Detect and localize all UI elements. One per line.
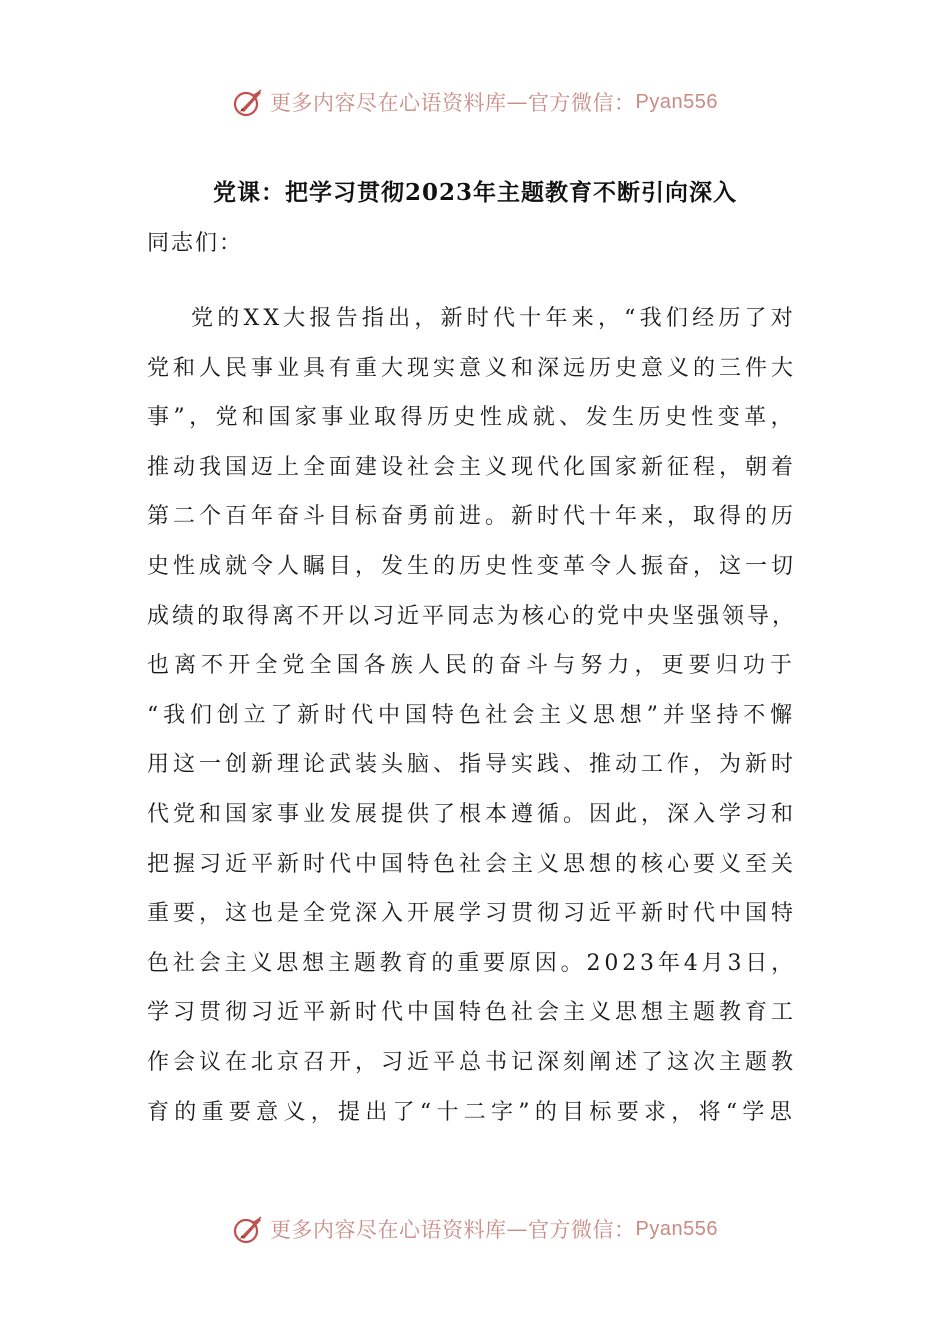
- body-line: 代党和国家事业发展提供了根本遵循。因此，深入学习和: [147, 801, 797, 827]
- quill-logo-icon: [232, 1213, 264, 1245]
- body-line: “我们创立了新时代中国特色社会主义思想”并坚持不懈: [147, 702, 797, 728]
- quill-logo-icon: [232, 86, 264, 118]
- watermark-wechat-id: Pyan556: [635, 1217, 718, 1240]
- body-line: 也离不开全党全国各族人民的奋斗与努力，更要归功于: [147, 653, 797, 679]
- body-line: 推动我国迈上全面建设社会主义现代化国家新征程，朝着: [147, 454, 797, 480]
- watermark-brand: 更多内容尽在心语资料库: [270, 1218, 507, 1242]
- watermark-wechat-id: Pyan556: [635, 90, 718, 113]
- body-line: 党的XX大报告指出，新时代十年来，“我们经历了对: [191, 306, 797, 331]
- body-line: 史性成就令人瞩目，发生的历史性变革令人振奋，这一切: [147, 553, 797, 579]
- body-line: 学习贯彻习近平新时代中国特色社会主义思想主题教育工: [147, 1000, 797, 1026]
- watermark-banner-top: [0, 80, 950, 124]
- watermark-contact-label: 官方微信：: [528, 91, 636, 115]
- body-line: 用这一创新理论武装头脑、指导实践、推动工作，为新时: [147, 752, 797, 778]
- salutation: 同志们：: [147, 231, 244, 256]
- body-paragraph: [147, 294, 797, 1137]
- body-line: 党和人民事业具有重大现实意义和深远历史意义的三件大: [147, 355, 797, 381]
- body-line: 重要，这也是全党深入开展学习贯彻习近平新时代中国特: [147, 901, 797, 927]
- watermark-separator: —: [506, 90, 529, 114]
- watermark-separator: —: [506, 1217, 529, 1241]
- body-line: 第二个百年奋斗目标奋勇前进。新时代十年来，取得的历: [147, 504, 797, 530]
- watermark-banner-bottom: [0, 1207, 950, 1251]
- watermark-brand: 更多内容尽在心语资料库: [270, 91, 507, 115]
- body-line: 事”，党和国家事业取得历史性成就、发生历史性变革，: [147, 405, 797, 431]
- body-line: 作会议在北京召开，习近平总书记深刻阐述了这次主题教: [147, 1049, 797, 1075]
- body-line: 成绩的取得离不开以习近平同志为核心的党中央坚强领导，: [147, 603, 797, 629]
- body-line: 育的重要意义，提出了“十二字”的目标要求，将“学思: [147, 1099, 797, 1125]
- body-line: 把握习近平新时代中国特色社会主义思想的核心要义至关: [147, 851, 797, 877]
- body-line: 色社会主义思想主题教育的重要原因。2023年4月3日，: [147, 950, 797, 976]
- document-title: 党课：把学习贯彻2023年主题教育不断引向深入: [212, 179, 737, 206]
- watermark-contact-label: 官方微信：: [528, 1218, 636, 1242]
